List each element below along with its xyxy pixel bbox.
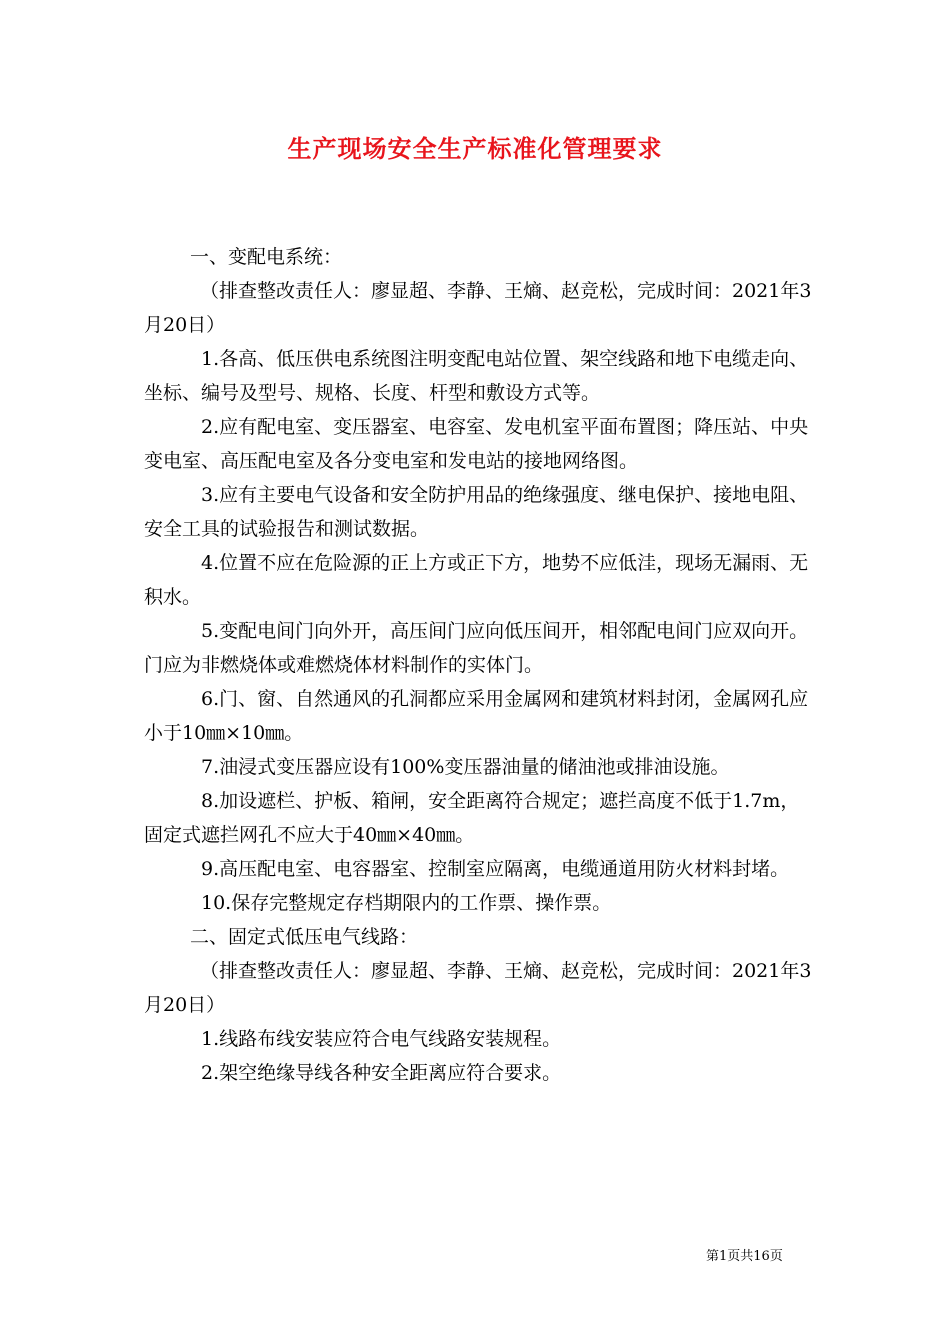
list-item: 9.高压配电室、电容器室、控制室应隔离，电缆通道用防火材料封堵。	[201, 858, 790, 880]
list-item: 4.位置不应在危险源的正上方或正下方，地势不应低洼，现场无漏雨、无积水。	[144, 552, 809, 608]
page-number: 第1页共16页	[706, 1249, 783, 1264]
list-item: 3.应有主要电气设备和安全防护用品的绝缘强度、继电保护、接地电阻、安全工具的试验报告和测试数据。	[144, 484, 809, 540]
list-item: 2.应有配电室、变压器室、电容室、发电机室平面布置图；降压站、中央变电室、高压配电室及各分变电室和发电站的接地网络图。	[144, 416, 809, 472]
responsibility-note: （排查整改责任人：廖显超、李静、王熵、赵竞松，完成时间：2021年3月20日）	[144, 280, 812, 336]
list-item: 10.保存完整规定存档期限内的工作票、操作票。	[201, 892, 612, 914]
document-title: 生产现场安全生产标准化管理要求	[287, 134, 663, 163]
list-item: 2.架空绝缘导线各种安全距离应符合要求。	[201, 1062, 562, 1084]
section-heading: 一、变配电系统：	[190, 246, 343, 268]
list-item: 7.油浸式变压器应设有100%变压器油量的储油池或排油设施。	[201, 756, 730, 778]
list-item: 1.线路布线安装应符合电气线路安装规程。	[201, 1028, 562, 1050]
list-item: 8.加设遮栏、护板、箱闸，安全距离符合规定；遮拦高度不低于1.7m，固定式遮拦网孔不应大于40㎜×40㎜。	[144, 790, 800, 846]
list-item: 5.变配电间门向外开，高压间门应向低压间开，相邻配电间门应双向开。门应为非燃烧体或难燃烧体材料制作的实体门。	[144, 620, 809, 676]
responsibility-note: （排查整改责任人：廖显超、李静、王熵、赵竞松，完成时间：2021年3月20日）	[144, 960, 812, 1016]
document-body	[144, 240, 816, 1090]
list-item: 1.各高、低压供电系统图注明变配电站位置、架空线路和地下电缆走向、坐标、编号及型号、规格、长度、杆型和敷设方式等。	[144, 348, 809, 404]
list-item: 6.门、窗、自然通风的孔洞都应采用金属网和建筑材料封闭，金属网孔应小于10㎜×10㎜。	[144, 688, 809, 744]
section-heading: 二、固定式低压电气线路：	[190, 926, 419, 948]
